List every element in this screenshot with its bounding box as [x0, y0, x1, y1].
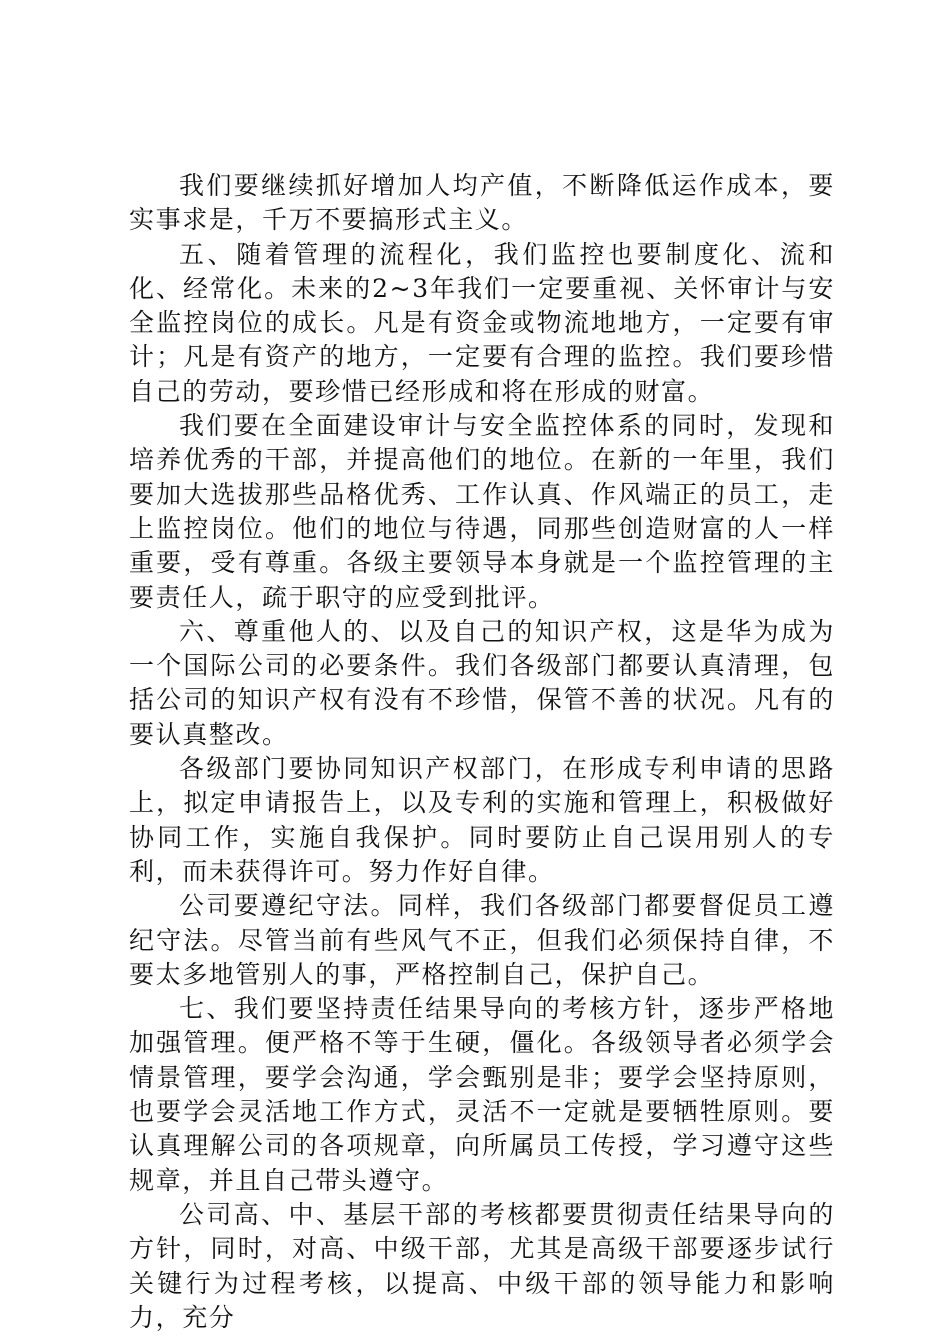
document-body [129, 169, 835, 1335]
paragraph-6: 公司要遵纪守法。同样，我们各级部门都要督促员工遵纪守法。尽管当前有些风气不正，但我们必须保持自律，不要太多地管别人的事，严格控制自己，保护自己。 [129, 891, 835, 989]
paragraph-1: 我们要继续抓好增加人均产值，不断降低运作成本，要实事求是，千万不要搞形式主义。 [129, 171, 835, 235]
paragraph-3: 我们要在全面建设审计与安全监控体系的同时，发现和培养优秀的干部，并提高他们的地位。在新的一年里，我们要加大选拔那些品格优秀、工作认真、作风端正的员工，走上监控岗位。他们的地位与待遇，同那些创造财富的人一样重要，受有尊重。各级主要领导本身就是一个监控管理的主要责任人，疏于职守的应受到批评。 [129, 411, 835, 612]
paragraph-7-section-seven: 七、我们要坚持责任结果导向的考核方针，逐步严格地加强管理。便严格不等于生硬，僵化。各级领导者必须学会情景管理，要学会沟通，学会甄别是非；要学会坚持原则，也要学会灵活地工作方式，灵活不一定就是要牺牲原则。要认真理解公司的各项规章，向所属员工传授，学习遵守这些规章，并且自己带头遵守。 [129, 994, 835, 1195]
paragraph-2-section-five: 五、随着管理的流程化，我们监控也要制度化、流和化、经常化。未来的2~3年我们一定要重视、关怀审计与安全监控岗位的成长。凡是有资金或物流地地方，一定要有审计；凡是有资产的地方，一定要有合理的监控。我们要珍惜自己的劳动，要珍惜已经形成和将在形成的财富。 [129, 239, 835, 406]
paragraph-4-section-six: 六、尊重他人的、以及自己的知识产权，这是华为成为一个国际公司的必要条件。我们各级部门都要认真清理，包括公司的知识产权有没有不珍惜，保管不善的状况。凡有的要认真整改。 [129, 616, 835, 749]
paragraph-8: 公司高、中、基层干部的考核都要贯彻责任结果导向的方针，同时，对高、中级干部，尤其是高级干部要逐步试行关键行为过程考核，以提高、中级干部的领导能力和影响力，充分 [129, 1199, 835, 1332]
paragraph-5: 各级部门要协同知识产权部门，在形成专利申请的思路上，拟定申请报告上，以及专利的实施和管理上，积极做好协同工作，实施自我保护。同时要防止自己误用别人的专利，而未获得许可。努力作好自律。 [129, 754, 835, 886]
